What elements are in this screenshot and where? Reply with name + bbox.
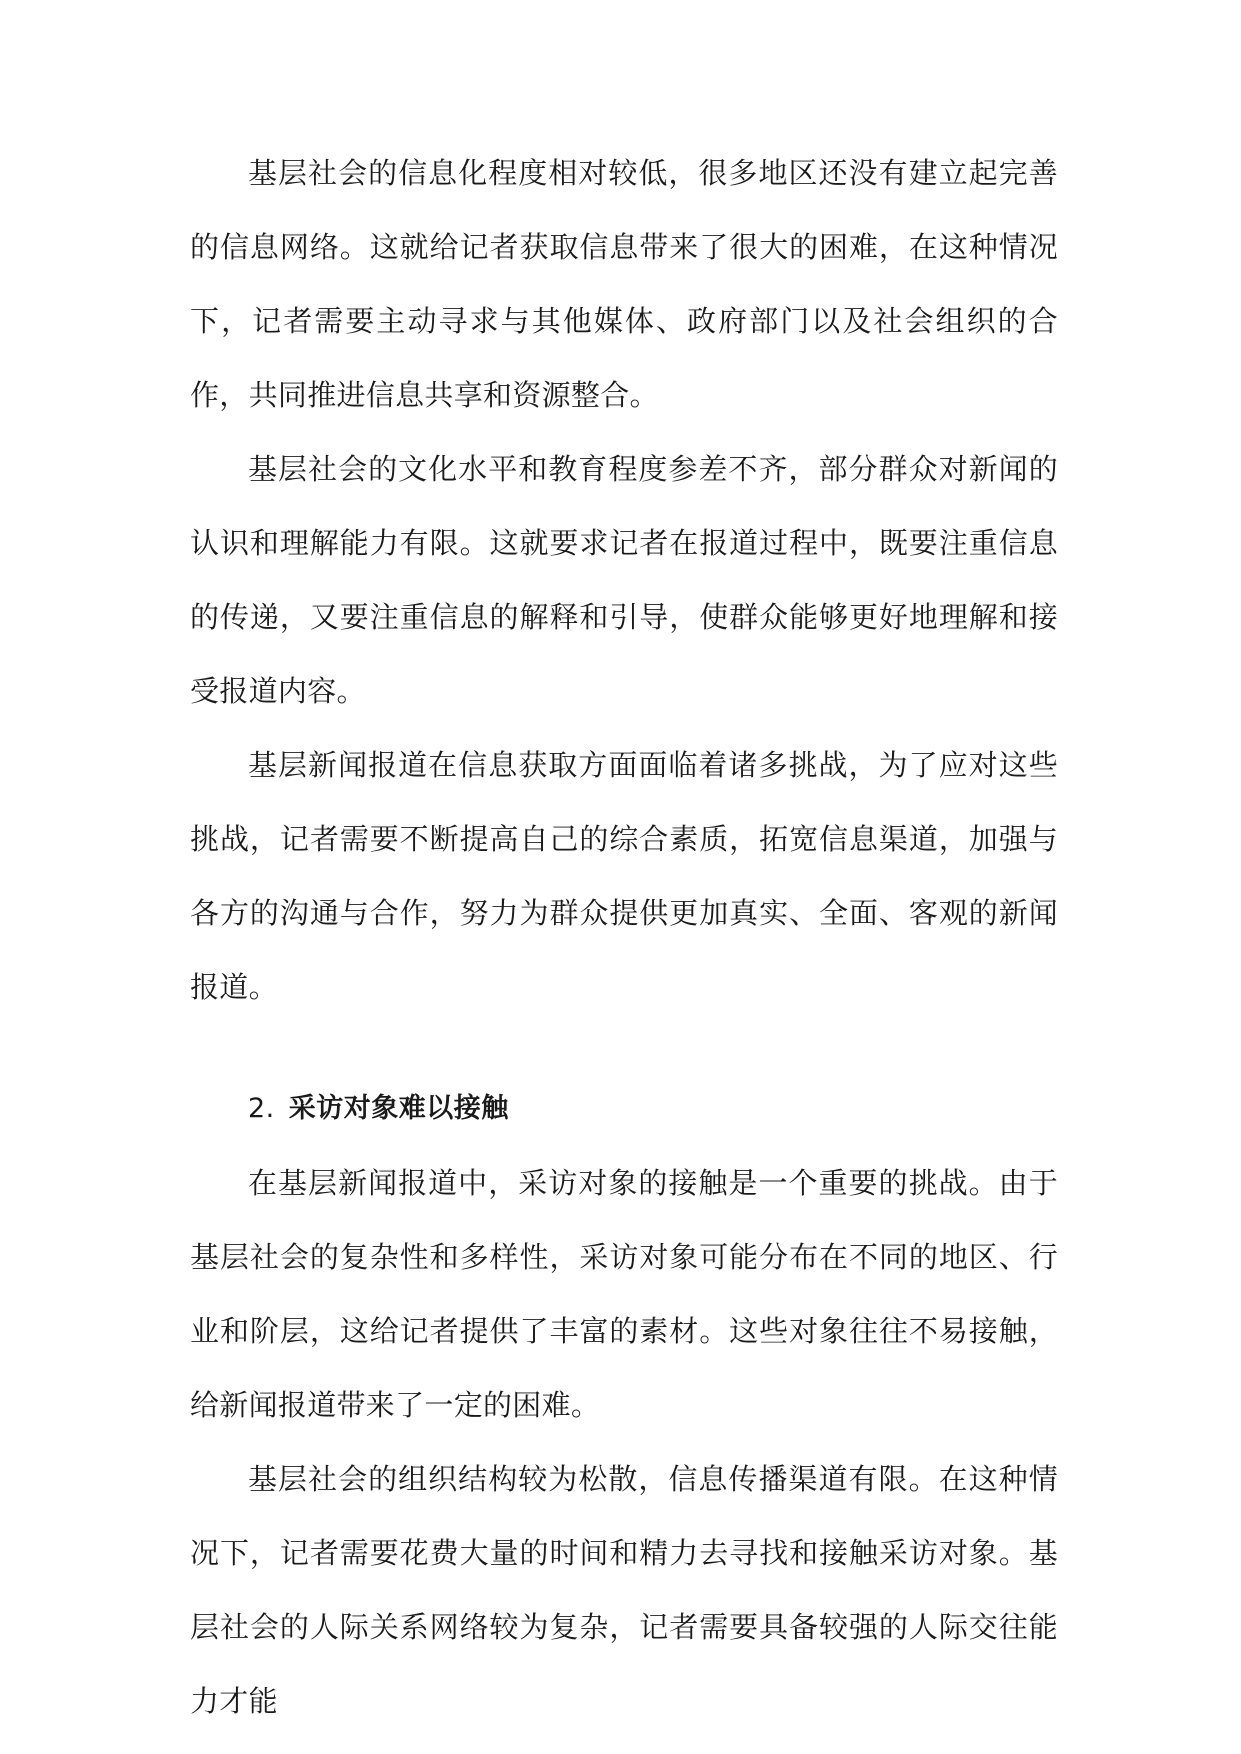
section-title: 采访对象难以接触 [288,1093,509,1124]
paragraph: 基层社会的信息化程度相对较低，很多地区还没有建立起完善的信息网络。这就给记者获取信息带来了很大的困难，在这种情况下，记者需要主动寻求与其他媒体、政府部门以及社会组织的合作，共同推进信息共享和资源整合。 [190,156,1058,412]
section-number: 2. [248,1093,275,1124]
document-page [190,136,1058,1738]
paragraph: 基层社会的组织结构较为松散，信息传播渠道有限。在这种情况下，记者需要花费大量的时间和精力去寻找和接触采访对象。基层社会的人际关系网络较为复杂，记者需要具备较强的人际交往能力才能 [190,1462,1058,1718]
paragraph: 基层社会的文化水平和教育程度参差不齐，部分群众对新闻的认识和理解能力有限。这就要求记者在报道过程中，既要注重信息的传递，又要注重信息的解释和引导，使群众能够更好地理解和接受报道内容。 [190,452,1058,708]
paragraph: 在基层新闻报道中，采访对象的接触是一个重要的挑战。由于基层社会的复杂性和多样性，采访对象可能分布在不同的地区、行业和阶层，这给记者提供了丰富的素材。这些对象往往不易接触，给新闻报道带来了一定的困难。 [190,1166,1058,1422]
section-heading [190,1072,1058,1146]
paragraph: 基层新闻报道在信息获取方面面临着诸多挑战，为了应对这些挑战，记者需要不断提高自己的综合素质，拓宽信息渠道，加强与各方的沟通与合作，努力为群众提供更加真实、全面、客观的新闻报道。 [190,748,1058,1004]
